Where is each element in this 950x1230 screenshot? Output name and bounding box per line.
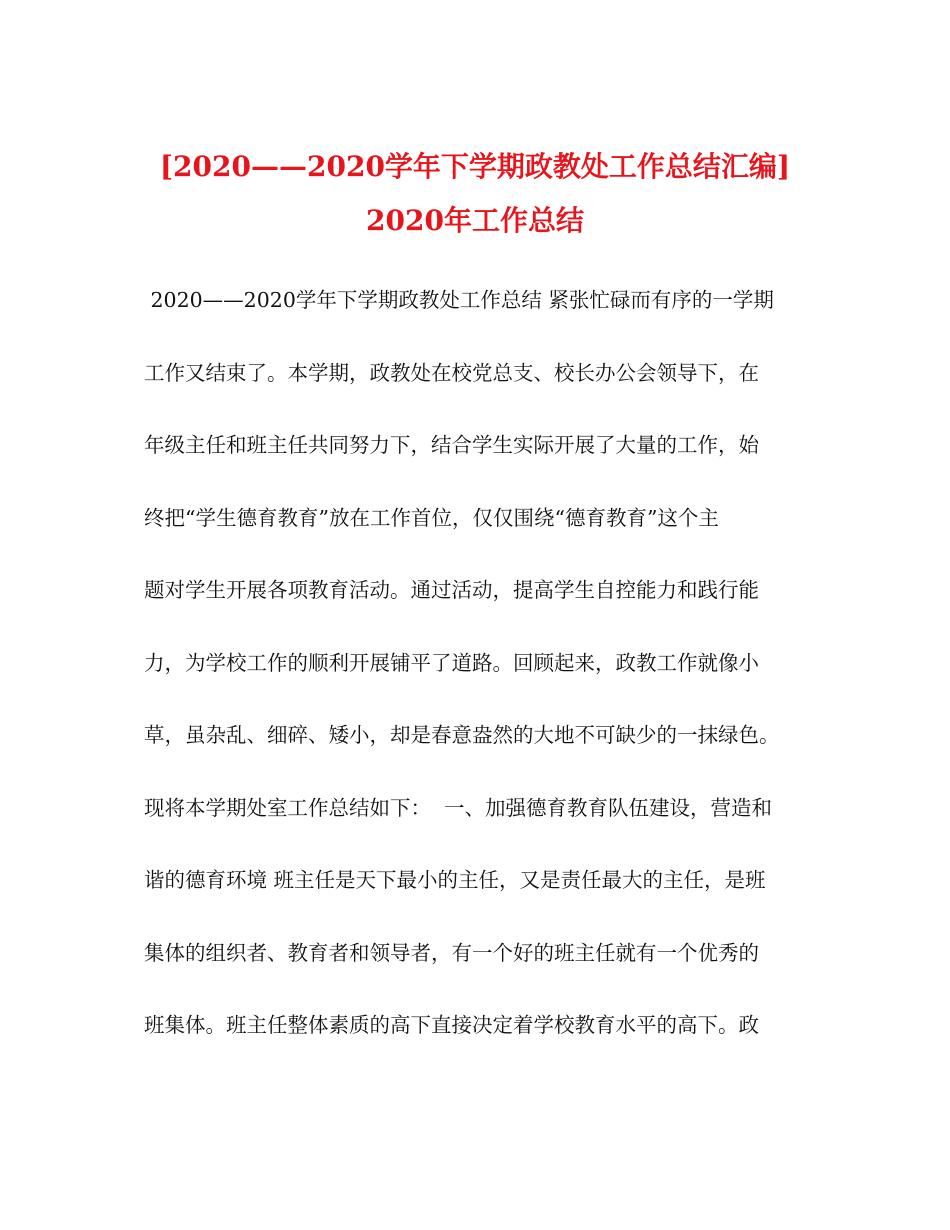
body-line-8: 现将本学期处室工作总结如下： 一、加强德育教育队伍建设，营造和: [144, 795, 773, 820]
body-line-10: 集体的组织者、教育者和领导者，有一个好的班主任就有一个优秀的: [144, 940, 759, 965]
body-line-6: 力，为学校工作的顺利开展铺平了道路。回顾起来，政教工作就像小: [144, 650, 759, 675]
document-body: [144, 276, 814, 1074]
title-line-1: [2020——2020学年下学期政教处工作总结汇编]: [159, 150, 791, 183]
body-line-11: 班集体。班主任整体素质的高下直接决定着学校教育水平的高下。政: [144, 1013, 759, 1037]
body-line-4: 终把“学生德育教育”放在工作首位，仅仅围绕“德育教育”这个主: [144, 505, 719, 530]
body-line-2: 工作又结束了。本学期，政教处在校党总支、校长办公会领导下，在: [144, 360, 759, 385]
body-line-3: 年级主任和班主任共同努力下，结合学生实际开展了大量的工作，始: [144, 433, 759, 457]
body-line-1: 2020——2020学年下学期政教处工作总结 紧张忙碌而有序的一学期: [144, 288, 774, 312]
title-line-2: 2020年工作总结: [366, 204, 584, 237]
body-line-7: 草，虽杂乱、细碎、矮小，却是春意盎然的大地不可缺少的一抹绿色。: [144, 723, 780, 747]
body-line-9: 谐的德育环境 班主任是天下最小的主任，又是责任最大的主任，是班: [144, 868, 766, 892]
body-line-5: 题对学生开展各项教育活动。通过活动，提高学生自控能力和践行能: [144, 578, 759, 602]
document-title: [0, 140, 950, 248]
